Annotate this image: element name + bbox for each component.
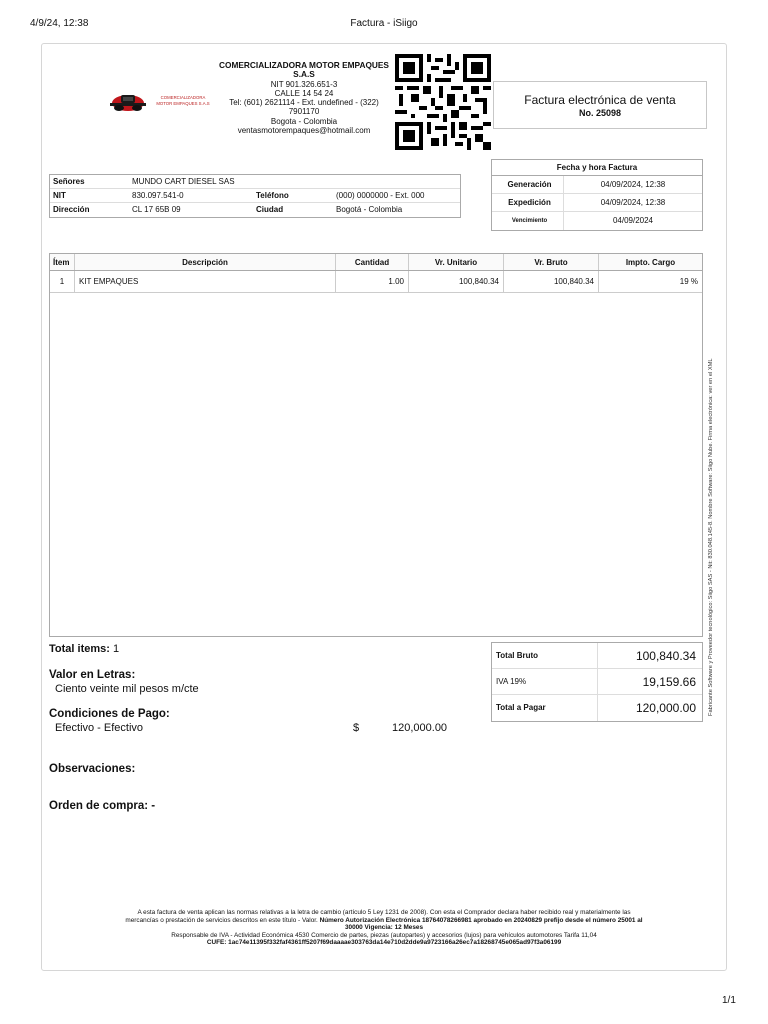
client-row: Dirección CL 17 65B 09 Ciudad Bogotá - Colombia (50, 203, 460, 217)
page-title: Factura - iSiigo (350, 18, 418, 29)
total-pagar-row: Total a Pagar 120,000.00 (492, 695, 702, 721)
currency-sign: $ (353, 722, 360, 734)
company-nit: NIT 901.326.651-3 (270, 79, 338, 89)
legal-footer: A esta factura de venta aplican las normas relativas a la letra de cambio (artículo 5 Ley 1231 de 2008). Con esta el Comprador declara haber recibido real y materialmente las mercancías o prestación de servicios descritos en este título - Valor. Número Autorización Electrónica 18764078266981 aprobado en 20240829 prefijo desde el número 25001 al 30000 Vigencia: 12 Meses Responsable de IVA - Actividad Económica 4530 Comercio de partes, piezas (autopartes) y accesorios (lujos) para vehículos automotores Tarifa 11,04 CUFE: 1ac74e11395f332faf4361ff5207f69daaaae303763da14e710d2dde9a9723166a26ec7a18268745e065ad97f3a06199 (125, 909, 643, 947)
items-table (49, 253, 703, 637)
total-bruto-row: Total Bruto 100,840.34 (492, 643, 702, 669)
vertical-software-note: Fabricante Software y Proveedor tecnológico: Siigo SAS - Nit: 830.048.145-8. Nombre Software: Siigo Nube. Firma electrónica: ver en el XML (708, 358, 714, 716)
company-city: Bogota - Colombia (270, 116, 338, 126)
company-name: COMERCIALIZADORA MOTOR EMPAQUES S.A.S (219, 60, 389, 80)
table-header: Ítem Descripción Cantidad Vr. Unitario Vr. Bruto Impto. Cargo (50, 254, 702, 271)
table-row: 1 KIT EMPAQUES 1.00 100,840.34 100,840.34 19 % (50, 271, 702, 293)
company-address: CALLE 14 54 24 (274, 88, 334, 98)
company-info (215, 61, 393, 135)
orden-compra-label: Orden de compra: - (49, 800, 156, 812)
date-row: Vencimiento 04/09/2024 (492, 212, 702, 230)
client-info (49, 174, 461, 218)
client-row: Señores MUNDO CART DIESEL SAS (50, 175, 460, 189)
invoice-title: Factura electrónica de venta (524, 93, 676, 107)
observaciones-label: Observaciones: (49, 763, 136, 775)
total-items: Total items: 1 (49, 643, 120, 655)
logo-text: COMERCIALIZADORA MOTOR EMPAQUES S.A.S (156, 95, 210, 106)
invoice-title-box (493, 81, 707, 129)
client-phone: (000) 0000000 - Ext. 000 (336, 191, 425, 200)
invoice-number: No. 25098 (578, 108, 622, 118)
client-city: Bogotá - Colombia (336, 205, 403, 214)
iva-row: IVA 19% 19,159.66 (492, 669, 702, 695)
client-row: NIT 830.097.541-0 Teléfono (000) 0000000 - Ext. 000 (50, 189, 460, 203)
totals-box (491, 642, 703, 722)
print-date: 4/9/24, 12:38 (30, 18, 89, 29)
date-row: Generación 04/09/2024, 12:38 (492, 176, 702, 194)
client-nit: 830.097.541-0 (132, 191, 184, 200)
condiciones-value: Efectivo - Efectivo (55, 722, 144, 734)
dates-header: Fecha y hora Factura (492, 160, 702, 176)
client-name: MUNDO CART DIESEL SAS (132, 177, 235, 186)
payment-amount: 120,000.00 (392, 722, 448, 734)
valor-letras-label: Valor en Letras: (49, 669, 136, 681)
valor-letras-value: Ciento veinte mil pesos m/cte (55, 683, 199, 695)
page-number: 1/1 (722, 995, 736, 1006)
cufe-code: CUFE: 1ac74e11395f332faf4361ff5207f69daaaae303763da14e710d2dde9a9723166a26ec7a18268745e065ad97f3a06199 (206, 939, 562, 947)
print-header (0, 18, 768, 32)
invoice-dates (491, 159, 703, 231)
client-address: CL 17 65B 09 (132, 205, 181, 214)
date-row: Expedición 04/09/2024, 12:38 (492, 194, 702, 212)
company-email: ventasmotorempaques@hotmail.com (237, 126, 371, 136)
qr-code (395, 54, 491, 150)
company-phone: Tel: (601) 2621114 - Ext. undefined - (322) 7901170 (229, 98, 379, 117)
condiciones-label: Condiciones de Pago: (49, 708, 170, 720)
